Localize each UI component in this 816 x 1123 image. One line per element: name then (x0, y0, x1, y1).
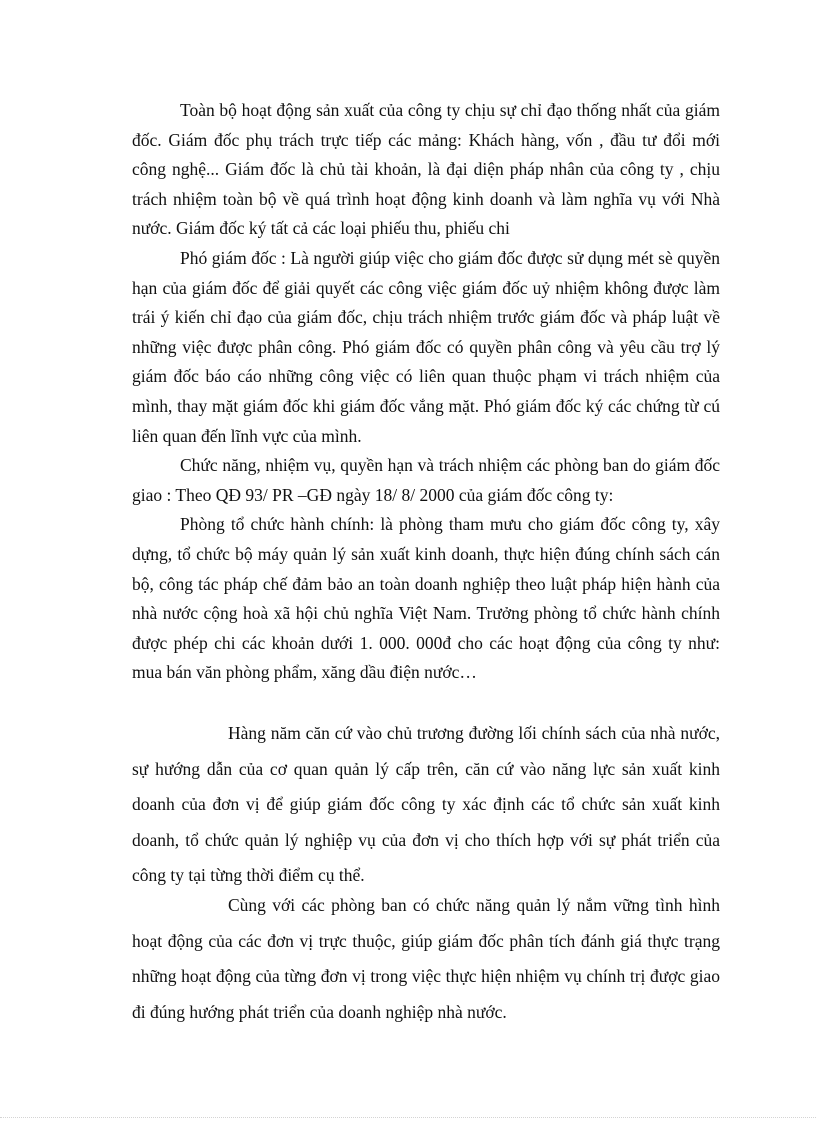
paragraph-admin-department: Phòng tổ chức hành chính: là phòng tham mưu cho giám đốc công ty, xây dựng, tổ chức bộ máy quản lý sản xuất kinh doanh, thực hiện đúng chính sách cán bộ, công tác pháp chế đảm bảo an toàn doanh nghiệp theo luật pháp hiện hành của nhà nước cộng hoà xã hội chủ nghĩa Việt Nam. Trưởng phòng tổ chức hành chính được phép chi các khoản dưới 1. 000. 000đ cho các hoạt động của công ty như: mua bán văn phòng phẩm, xăng dầu điện nước… (132, 514, 720, 683)
paragraph-director: Toàn bộ hoạt động sản xuất của công ty chịu sự chỉ đạo thống nhất của giám đốc. Giám đốc phụ trách trực tiếp các mảng: Khách hàng, vốn , đầu tư đổi mới công nghệ... Giám đốc là chủ tài khoản, là đại diện pháp nhân của công ty , chịu trách nhiệm toàn bộ về quá trình hoạt động kinh doanh và làm nghĩa vụ với Nhà nước. Giám đốc ký tất cả các loại phiếu thu, phiếu chi (132, 100, 720, 239)
page-bottom-rule (0, 1117, 816, 1118)
document-body-continued (132, 716, 720, 894)
paragraph-deputy-director: Phó giám đốc : Là người giúp việc cho giám đốc được sử dụng mét sè quyền hạn của giám đốc để giải quyết các công việc giám đốc uỷ nhiệm không được làm trái ý kiến chỉ đạo của giám đốc, chịu trách nhiệm trước giám đốc và pháp luật về những việc được phân công. Phó giám đốc có quyền phân công và yêu cầu trợ lý giám đốc báo cáo những công việc có liên quan thuộc phạm vi trách nhiệm của mình, thay mặt giám đốc khi giám đốc vắng mặt. Phó giám đốc ký các chứng từ cú liên quan đến lĩnh vực của mình. (132, 247, 720, 446)
paragraph-annual-planning: Hàng năm căn cứ vào chủ trương đường lối chính sách của nhà nước, sự hướng dẫn của cơ quan quản lý cấp trên, căn cứ vào năng lực sản xuất kinh doanh của đơn vị để giúp giám đốc công ty xác định các tổ chức sản xuất kinh doanh, tổ chức quản lý nghiệp vụ của đơn vị cho thích hợp với sự phát triển của công ty tại từng thời điểm cụ thể. (132, 723, 720, 885)
paragraph-coordination: Cùng với các phòng ban có chức năng quản lý nắm vững tình hình hoạt động của các đơn vị trực thuộc, giúp giám đốc phân tích đánh giá thực trạng những hoạt động của từng đơn vị trong việc thực hiện nhiệm vụ chính trị được giao đi đúng hướng phát triển của doanh nghiệp nhà nước. (132, 895, 720, 1022)
document-body-closing (132, 888, 720, 1030)
paragraph-department-functions: Chức năng, nhiệm vụ, quyền hạn và trách nhiệm các phòng ban do giám đốc giao : Theo QĐ 93/ PR –GĐ ngày 18/ 8/ 2000 của giám đốc công ty: (132, 455, 720, 505)
document-body (132, 96, 720, 688)
